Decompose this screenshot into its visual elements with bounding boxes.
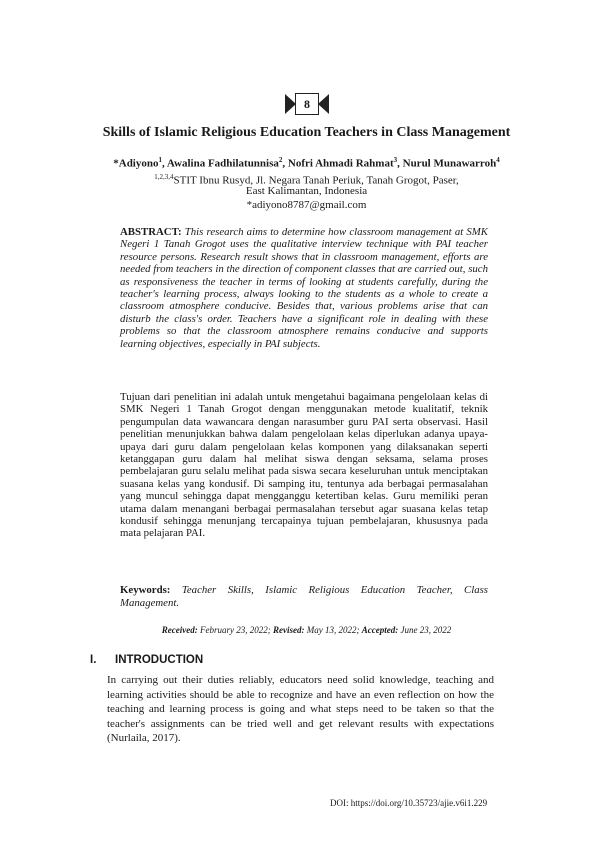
- abstract-label: ABSTRACT:: [120, 226, 182, 238]
- author-affiliation-mark: 1: [158, 156, 162, 164]
- keywords-label: Keywords:: [120, 584, 171, 596]
- page-number: 8: [304, 97, 310, 111]
- accepted-date: June 23, 2022: [400, 625, 452, 635]
- abstract: [120, 226, 488, 350]
- author-name: Nofri Ahmadi Rahmat: [287, 157, 394, 170]
- author-affiliation-mark: 3: [393, 156, 398, 164]
- introduction-paragraph: In carrying out their duties reliably, educators need solid knowledge, teaching and learning activities should be able to recognize and have an even reflection on how the teaching and learning process is going and what steps need to be taken so that the teacher's assignments can be tried well and get relevant results with expectations (Nurlaila, 2017).: [107, 674, 494, 745]
- author-affiliation-mark: 2: [278, 156, 283, 164]
- section-number: I.: [90, 654, 97, 666]
- author-list: *Adiyono$^1$, Awalina Fadhilatunnisa$^2$, Nofri Ahmadi Rahmat$^3$, Nurul Munawarroh$^4$: [113, 156, 500, 170]
- author-email: *adiyono8787@gmail.com: [246, 199, 367, 211]
- page-number-badge: [285, 93, 329, 115]
- keywords: [120, 584, 488, 610]
- author-name: Nurul Munawarroh: [402, 157, 497, 170]
- abstract-indonesian: Tujuan dari penelitian ini adalah untuk mengetahui bagaimana pengelolaan kelas di SMK Negeri 1 Tanah Grogot dengan menggunakan metode kualitatif, teknik pengumpulan data wawancara dengan narasumber guru PAI serta observasi. Hasil penelitian menunjukkan bahwa dalam pengelolaan kelas diperlukan adanya upaya-upaya dari guru dalam pengelolaan kelas komponen yang dilaksanakan seperti ketanggapan guru dalam hal melihat siswa dengan seksama, selama proses pembelajaran guru selalu melihat pada siswa secara keseluruhan untuk menciptakan suasana kelas yang kondusif. Di samping itu, tentunya ada berbagai permasalahan yang muncul sehingga dapat mengganggu ketertiban kelas. Guru memiliki peran utama dalam menangani berbagai permasalahan tersebut agar suasana kelas tetap kondusif sehingga menunjang tercapainya tujuan pembelajaran, khususnya pada mata pelajaran PAI.: [120, 391, 488, 540]
- affiliation-location: East Kalimantan, Indonesia: [245, 185, 368, 197]
- author-name: Awalina Fadhilatunnisa: [166, 157, 279, 170]
- author-name: *Adiyono: [113, 157, 159, 170]
- keywords-text: Teacher Skills, Islamic Religious Education Teacher, Class Management.: [120, 584, 489, 609]
- affiliation-text: STIT Ibnu Rusyd, Jl. Negara Tanah Periuk, Tanah Grogot, Paser,: [173, 174, 459, 187]
- abstract-text: This research aims to determine how classroom management at SMK Negeri 1 Tanah Grogot uses the qualitative interview technique with PAI teacher resource persons. Research result shows that in classroom management, efforts are needed from teachers in the direction of component classes that are carried out, such as responsiveness the teacher in terms of looking at students carefully, during the teacher's learning process, always looking to the students as a whole to create a classroom atmosphere conducive. Besides that, various problems arise that can disturb the class's order. Teachers have a significant role in dealing with these problems so that the classroom atmosphere remains conducive and supports learning objectives, especially in PAI subjects.: [120, 226, 488, 350]
- doi-link[interactable]: DOI: https://doi.org/10.35723/ajie.v6i1.229: [330, 798, 488, 808]
- section-title: INTRODUCTION: [115, 654, 204, 666]
- author-affiliation-mark: 4: [496, 156, 500, 164]
- submission-dates: [0, 625, 595, 635]
- received-date: February 23, 2022;: [200, 625, 271, 635]
- section-heading: [90, 654, 203, 666]
- received-label: Received:: [161, 625, 198, 635]
- accepted-label: Accepted:: [361, 625, 399, 635]
- revised-label: Revised:: [273, 625, 305, 635]
- paper-title: Skills of Islamic Religious Education Teachers in Class Management: [102, 125, 511, 140]
- affiliation-mark: 1,2,3,4: [154, 173, 174, 181]
- revised-date: May 13, 2022;: [306, 625, 360, 635]
